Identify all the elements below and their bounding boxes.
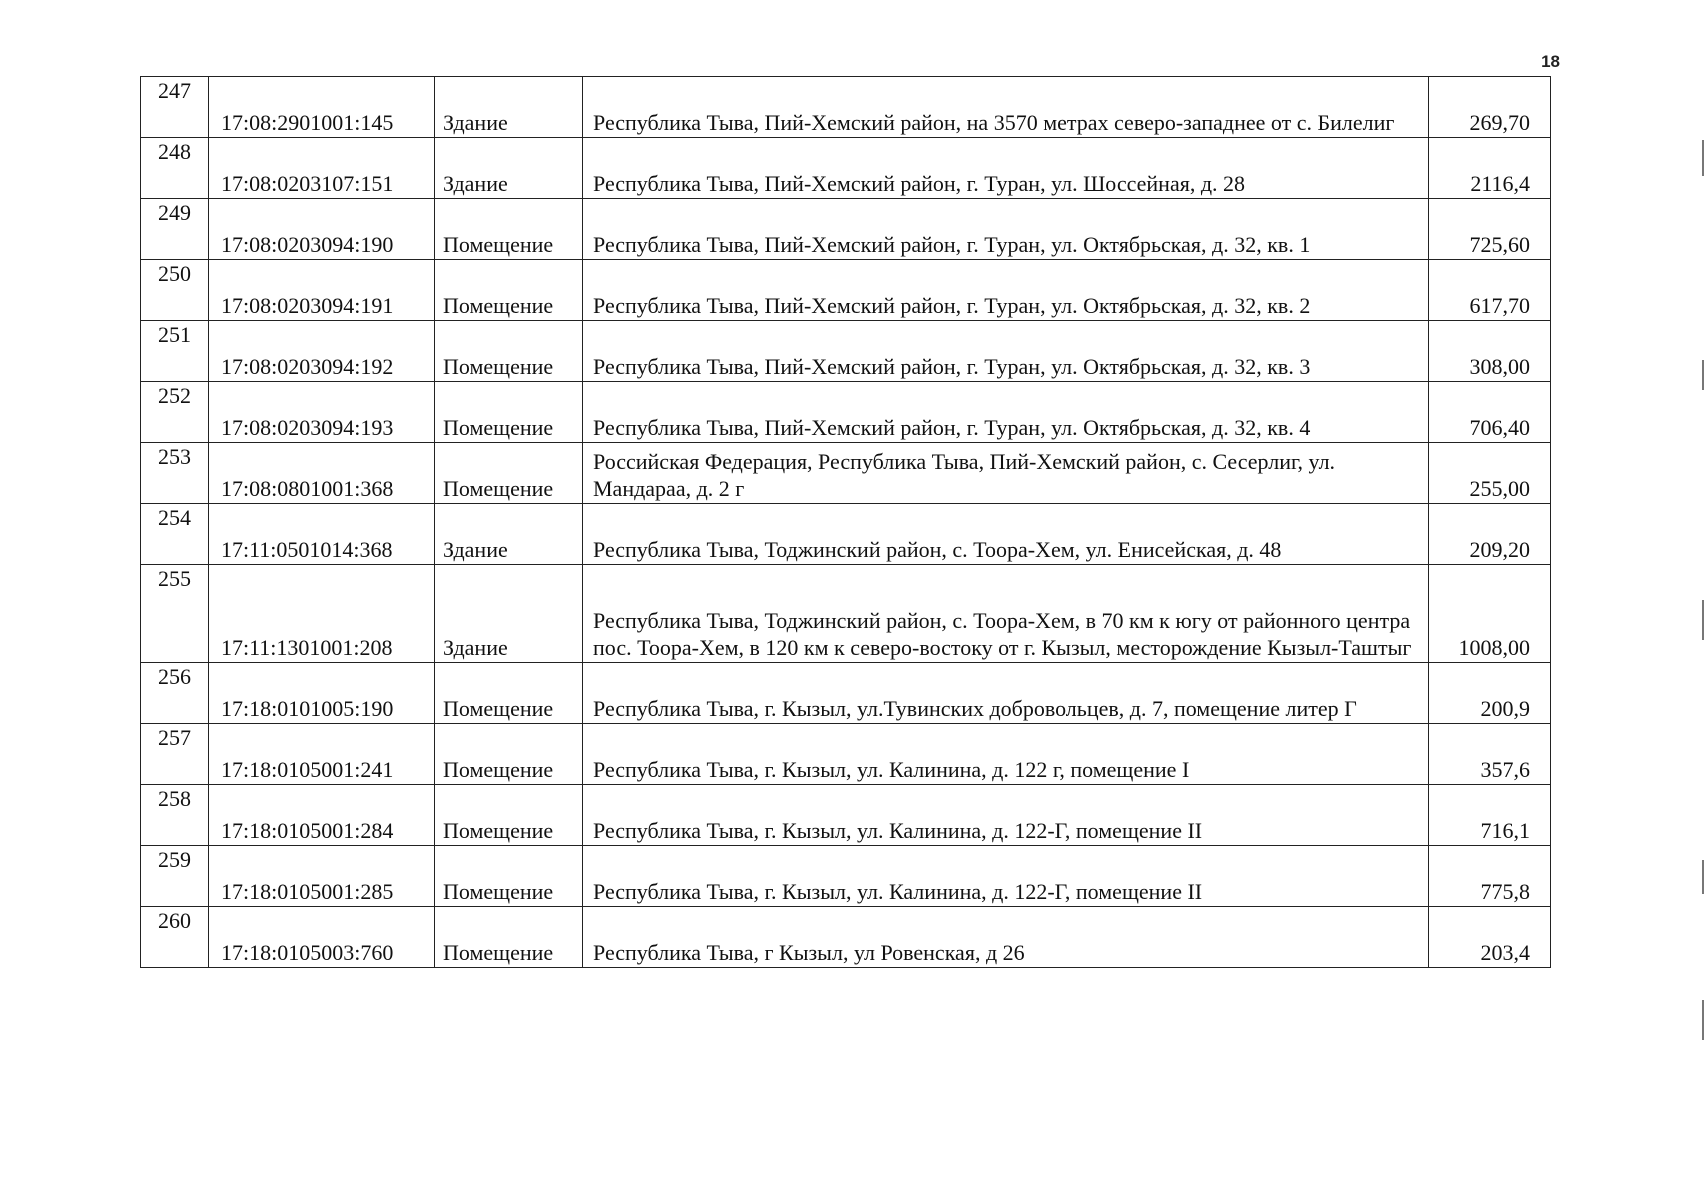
object-type: Здание [435, 565, 583, 663]
row-number: 257 [141, 724, 209, 785]
table-row [141, 785, 1551, 846]
cadastral-number: 17:08:0801001:368 [209, 443, 435, 504]
table-row [141, 443, 1551, 504]
object-area: 357,6 [1429, 724, 1551, 785]
object-area: 2116,4 [1429, 138, 1551, 199]
cadastral-number: 17:08:0203107:151 [209, 138, 435, 199]
object-area: 203,4 [1429, 907, 1551, 968]
cadastral-number: 17:08:0203094:191 [209, 260, 435, 321]
object-type: Помещение [435, 443, 583, 504]
table-row [141, 77, 1551, 138]
object-type: Помещение [435, 846, 583, 907]
object-address: Республика Тыва, Пий-Хемский район, г. Туран, ул. Шоссейная, д. 28 [583, 138, 1429, 199]
property-registry-table [140, 76, 1551, 968]
object-type: Помещение [435, 382, 583, 443]
row-number: 259 [141, 846, 209, 907]
object-type: Помещение [435, 663, 583, 724]
object-area: 1008,00 [1429, 565, 1551, 663]
object-area: 706,40 [1429, 382, 1551, 443]
table-row [141, 846, 1551, 907]
row-number: 252 [141, 382, 209, 443]
object-address: Республика Тыва, Пий-Хемский район, на 3570 метрах северо-западнее от с. Билелиг [583, 77, 1429, 138]
cadastral-number: 17:18:0105001:284 [209, 785, 435, 846]
object-area: 775,8 [1429, 846, 1551, 907]
object-area: 209,20 [1429, 504, 1551, 565]
cadastral-number: 17:18:0105001:241 [209, 724, 435, 785]
object-area: 716,1 [1429, 785, 1551, 846]
page-number: 18 [1541, 52, 1560, 71]
object-address: Республика Тыва, г. Кызыл, ул.Тувинских добровольцев, д. 7, помещение литер Г [583, 663, 1429, 724]
object-address: Республика Тыва, г. Кызыл, ул. Калинина, д. 122 г, помещение I [583, 724, 1429, 785]
cadastral-number: 17:18:0101005:190 [209, 663, 435, 724]
table-row [141, 138, 1551, 199]
object-address: Республика Тыва, Тоджинский район, с. Тоора-Хем, ул. Енисейская, д. 48 [583, 504, 1429, 565]
cadastral-number: 17:08:0203094:193 [209, 382, 435, 443]
cadastral-number: 17:18:0105001:285 [209, 846, 435, 907]
object-address: Республика Тыва, г Кызыл, ул Ровенская, д 26 [583, 907, 1429, 968]
table-row [141, 260, 1551, 321]
object-type: Помещение [435, 199, 583, 260]
object-area: 725,60 [1429, 199, 1551, 260]
table-row [141, 504, 1551, 565]
object-address: Республика Тыва, Пий-Хемский район, г. Туран, ул. Октябрьская, д. 32, кв. 1 [583, 199, 1429, 260]
object-type: Здание [435, 138, 583, 199]
row-number: 260 [141, 907, 209, 968]
table-row [141, 382, 1551, 443]
object-type: Здание [435, 77, 583, 138]
cadastral-number: 17:18:0105003:760 [209, 907, 435, 968]
cadastral-number: 17:08:0203094:192 [209, 321, 435, 382]
object-address: Российская Федерация, Республика Тыва, Пий-Хемский район, с. Сесерлиг, ул. Мандараа, д. 2 г [583, 443, 1429, 504]
row-number: 253 [141, 443, 209, 504]
object-type: Здание [435, 504, 583, 565]
object-area: 617,70 [1429, 260, 1551, 321]
object-type: Помещение [435, 321, 583, 382]
object-type: Помещение [435, 724, 583, 785]
table-row [141, 724, 1551, 785]
row-number: 254 [141, 504, 209, 565]
cadastral-number: 17:08:2901001:145 [209, 77, 435, 138]
object-address: Республика Тыва, г. Кызыл, ул. Калинина, д. 122-Г, помещение II [583, 846, 1429, 907]
object-area: 269,70 [1429, 77, 1551, 138]
object-address: Республика Тыва, Пий-Хемский район, г. Туран, ул. Октябрьская, д. 32, кв. 3 [583, 321, 1429, 382]
row-number: 256 [141, 663, 209, 724]
row-number: 258 [141, 785, 209, 846]
row-number: 251 [141, 321, 209, 382]
object-address: Республика Тыва, Пий-Хемский район, г. Туран, ул. Октябрьская, д. 32, кв. 4 [583, 382, 1429, 443]
object-address: Республика Тыва, г. Кызыл, ул. Калинина, д. 122-Г, помещение II [583, 785, 1429, 846]
table-row [141, 565, 1551, 663]
row-number: 255 [141, 565, 209, 663]
object-type: Помещение [435, 907, 583, 968]
table-row [141, 663, 1551, 724]
cadastral-number: 17:11:1301001:208 [209, 565, 435, 663]
object-area: 200,9 [1429, 663, 1551, 724]
row-number: 249 [141, 199, 209, 260]
object-area: 255,00 [1429, 443, 1551, 504]
cadastral-number: 17:08:0203094:190 [209, 199, 435, 260]
object-address: Республика Тыва, Пий-Хемский район, г. Туран, ул. Октябрьская, д. 32, кв. 2 [583, 260, 1429, 321]
row-number: 250 [141, 260, 209, 321]
row-number: 247 [141, 77, 209, 138]
table-row [141, 199, 1551, 260]
cadastral-number: 17:11:0501014:368 [209, 504, 435, 565]
table-row [141, 907, 1551, 968]
row-number: 248 [141, 138, 209, 199]
object-area: 308,00 [1429, 321, 1551, 382]
object-type: Помещение [435, 785, 583, 846]
object-address: Республика Тыва, Тоджинский район, с. Тоора-Хем, в 70 км к югу от районного центра пос. Тоора-Хем, в 120 км к северо-востоку от г. Кызыл, месторождение Кызыл-Таштыг [583, 565, 1429, 663]
table-row [141, 321, 1551, 382]
object-type: Помещение [435, 260, 583, 321]
scan-edge-marks [1698, 0, 1706, 1200]
